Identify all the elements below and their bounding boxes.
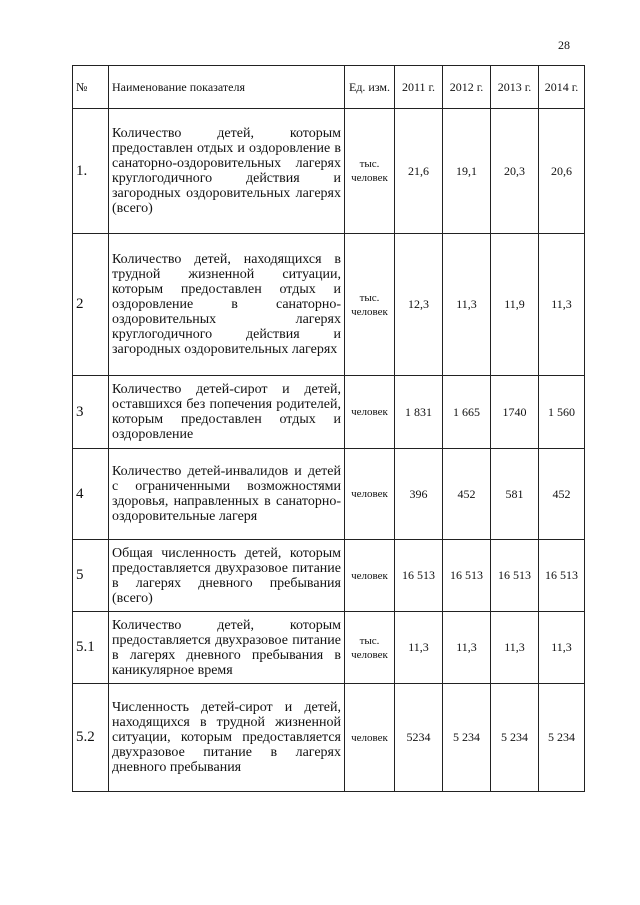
row-unit: человек [345,376,395,449]
row-value-2011: 1 831 [395,376,443,449]
row-number: 3 [73,376,109,449]
indicators-table [72,65,585,792]
row-indicator-name: Количество детей, находящихся в трудной жизненной ситуации, которым предоставлен отдых и оздоровление в санаторно-оздоровительных лагерях круглогодичного действия и загородных оздоровительных лагерях [109,234,345,376]
row-value-2011: 21,6 [395,109,443,234]
header-year-2014: 2014 г. [539,66,585,109]
row-indicator-name: Количество детей, которым предоставляется двухразовое питание в лагерях дневного пребывания в каникулярное время [109,612,345,684]
row-value-2011: 12,3 [395,234,443,376]
table-row [73,684,585,792]
row-value-2011: 5234 [395,684,443,792]
row-indicator-name: Общая численность детей, которым предоставляется двухразовое питание в лагерях дневного пребывания (всего) [109,540,345,612]
row-value-2011: 396 [395,449,443,540]
row-value-2014: 20,6 [539,109,585,234]
row-unit: тыс. человек [345,109,395,234]
row-value-2012: 11,3 [443,234,491,376]
row-value-2012: 11,3 [443,612,491,684]
row-unit: тыс. человек [345,234,395,376]
header-unit: Ед. изм. [345,66,395,109]
header-number: № [73,66,109,109]
row-value-2013: 581 [491,449,539,540]
row-indicator-name: Количество детей, которым предоставлен отдых и оздоровление в санаторно-оздоровительных лагерях круглогодичного действия и загородных оздоровительных лагерях (всего) [109,109,345,234]
row-unit: тыс. человек [345,612,395,684]
row-value-2012: 452 [443,449,491,540]
table-row [73,234,585,376]
row-unit: человек [345,540,395,612]
row-value-2013: 20,3 [491,109,539,234]
table-row [73,540,585,612]
row-value-2014: 11,3 [539,234,585,376]
row-unit: человек [345,449,395,540]
row-value-2013: 5 234 [491,684,539,792]
row-unit: человек [345,684,395,792]
row-indicator-name: Количество детей-инвалидов и детей с ограниченными возможностями здоровья, направленных в санаторно-оздоровительные лагеря [109,449,345,540]
row-number: 5 [73,540,109,612]
row-value-2013: 1740 [491,376,539,449]
row-value-2014: 11,3 [539,612,585,684]
table-row [73,449,585,540]
row-value-2014: 5 234 [539,684,585,792]
row-value-2012: 5 234 [443,684,491,792]
row-indicator-name: Количество детей-сирот и детей, оставшихся без попечения родителей, которым предоставлен отдых и оздоровление [109,376,345,449]
header-year-2012: 2012 г. [443,66,491,109]
header-year-2013: 2013 г. [491,66,539,109]
header-indicator-name: Наименование показателя [109,66,345,109]
row-value-2012: 19,1 [443,109,491,234]
row-number: 2 [73,234,109,376]
row-number: 1. [73,109,109,234]
row-value-2013: 11,9 [491,234,539,376]
row-value-2013: 11,3 [491,612,539,684]
table-header-row [73,66,585,109]
row-value-2014: 16 513 [539,540,585,612]
row-indicator-name: Численность детей-сирот и детей, находящихся в трудной жизненной ситуации, которым предоставляется двухразовое питание в лагерях дневного пребывания [109,684,345,792]
row-value-2012: 1 665 [443,376,491,449]
table-row [73,612,585,684]
table-row [73,109,585,234]
page-number: 28 [558,38,570,52]
row-value-2014: 1 560 [539,376,585,449]
row-number: 4 [73,449,109,540]
table-row [73,376,585,449]
row-value-2014: 452 [539,449,585,540]
row-value-2013: 16 513 [491,540,539,612]
row-value-2011: 11,3 [395,612,443,684]
row-number: 5.2 [73,684,109,792]
row-value-2012: 16 513 [443,540,491,612]
row-value-2011: 16 513 [395,540,443,612]
row-number: 5.1 [73,612,109,684]
header-year-2011: 2011 г. [395,66,443,109]
